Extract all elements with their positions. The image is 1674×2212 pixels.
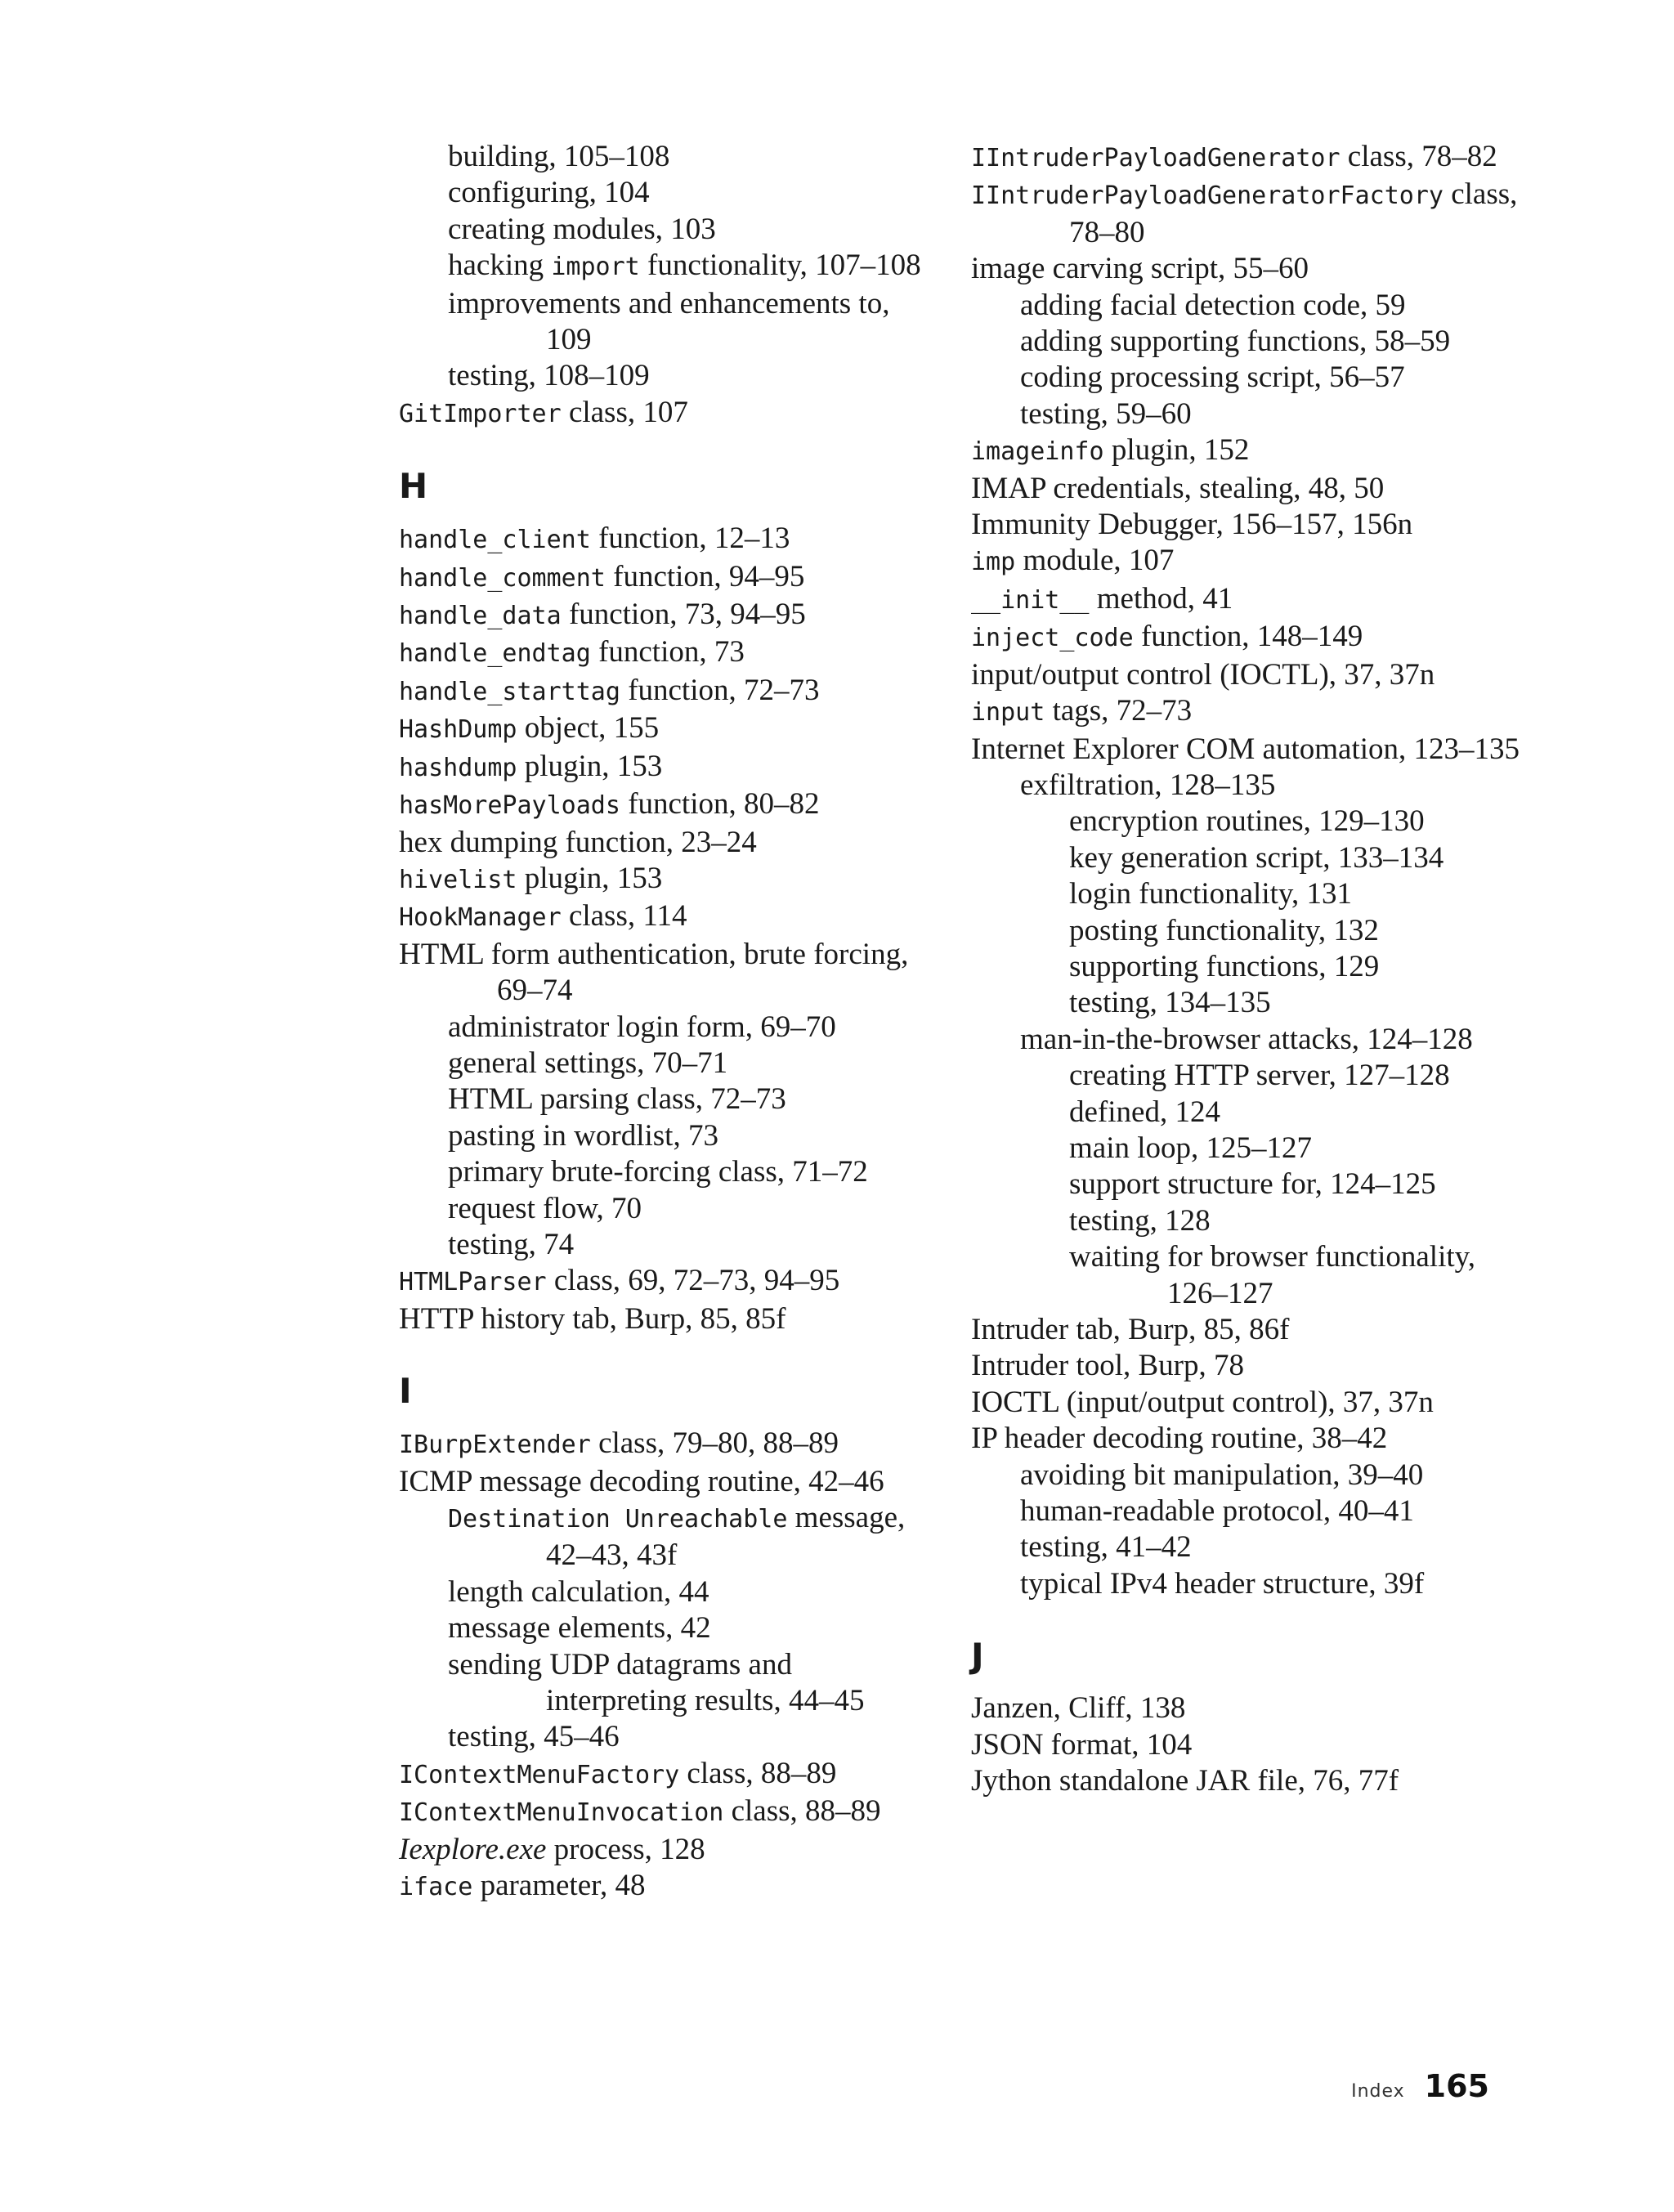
index-subentry — [971, 1166, 1527, 1202]
entry-text: object, 155 — [517, 711, 660, 746]
index-subentry — [971, 876, 1527, 912]
code-term: IBurpExtender — [399, 1431, 591, 1460]
code-term: handle_comment — [399, 563, 606, 593]
index-entry — [399, 1301, 922, 1337]
index-subentry — [971, 949, 1527, 985]
entry-text: general settings, 70–71 — [448, 1046, 728, 1080]
code-term: handle_starttag — [399, 677, 620, 706]
entry-text: function, 12–13 — [590, 522, 790, 556]
entry-text: Intruder tool, Burp, 78 — [971, 1349, 1244, 1383]
index-entry — [971, 1312, 1527, 1348]
index-entry — [399, 1756, 922, 1793]
index-subentry — [971, 1529, 1527, 1565]
index-subentry — [971, 1203, 1527, 1239]
entry-text: parameter, 48 — [472, 1869, 646, 1903]
entry-text: administrator login form, 69–70 — [448, 1010, 836, 1044]
italic-term: Iexplore.exe — [399, 1832, 547, 1866]
code-term: Destination Unreachable — [448, 1505, 788, 1534]
entry-text: testing, 74 — [448, 1227, 575, 1261]
index-entry — [971, 619, 1527, 656]
index-entry — [971, 657, 1527, 693]
entry-text: waiting for browser functionality, 126–127 — [1069, 1240, 1475, 1310]
entry-text: encryption routines, 129–130 — [1069, 804, 1425, 839]
index-subentry — [399, 1647, 922, 1720]
index-entry — [399, 395, 922, 432]
entry-text: module, 107 — [1015, 544, 1175, 578]
entry-text: pasting in wordlist, 73 — [448, 1118, 718, 1153]
entry-text: Internet Explorer COM automation, 123–135 — [971, 732, 1520, 766]
index-entry — [971, 1727, 1527, 1763]
entry-text: Jython standalone JAR file, 76, 77f — [971, 1764, 1399, 1798]
code-term: HTMLParser — [399, 1268, 547, 1297]
index-entry — [399, 937, 922, 1010]
entry-text: typical IPv4 header structure, 39f — [1020, 1566, 1425, 1601]
index-subentry — [971, 1458, 1527, 1493]
index-subentry — [399, 1191, 922, 1227]
entry-text: class, 79–80, 88–89 — [590, 1426, 839, 1461]
entry-text: function, 73 — [590, 635, 745, 669]
index-entry — [399, 825, 922, 861]
code-term: hasMorePayloads — [399, 791, 620, 821]
index-subentry — [971, 1095, 1527, 1131]
entry-text: function, 73, 94–95 — [561, 598, 806, 632]
page-number: 165 — [1424, 2068, 1489, 2104]
code-term: import — [551, 253, 640, 282]
entry-text: improvements and enhancements to, 109 — [448, 286, 890, 357]
code-term: HookManager — [399, 903, 562, 933]
index-entry — [399, 597, 922, 634]
entry-text: message elements, 42 — [448, 1611, 711, 1646]
entry-text: function, 72–73 — [620, 673, 820, 707]
entry-text: hex dumping function, 23–24 — [399, 825, 757, 859]
index-entry — [399, 673, 922, 710]
index-entry — [971, 1385, 1527, 1421]
index-entry — [399, 634, 922, 672]
entry-text: adding supporting functions, 58–59 — [1020, 325, 1451, 359]
index-entry — [971, 693, 1527, 731]
entry-text: defined, 124 — [1069, 1095, 1220, 1129]
index-subentry — [399, 358, 922, 394]
code-term: handle_data — [399, 602, 562, 631]
entry-text: IMAP credentials, stealing, 48, 50 — [971, 471, 1385, 505]
index-entry — [399, 1793, 922, 1831]
entry-text: functionality, 107–108 — [639, 249, 921, 283]
entry-text: main loop, 125–127 — [1069, 1131, 1313, 1165]
index-entry — [971, 543, 1527, 580]
entry-text: class, 69, 72–73, 94–95 — [546, 1264, 840, 1298]
entry-text: building, 105–108 — [448, 140, 670, 173]
index-subentry — [971, 360, 1527, 396]
entry-text: function, 80–82 — [620, 787, 820, 822]
entry-text: primary brute-forcing class, 71–72 — [448, 1155, 868, 1189]
entry-text: class, 78–80 — [1069, 177, 1518, 249]
index-subentry — [971, 1022, 1527, 1058]
entry-text: Intruder tab, Burp, 85, 86f — [971, 1313, 1290, 1346]
index-entry — [399, 749, 922, 786]
index-subentry — [971, 913, 1527, 949]
index-column-left — [399, 139, 922, 1905]
code-term: IContextMenuFactory — [399, 1760, 680, 1789]
index-subentry — [399, 1154, 922, 1190]
index-entry — [399, 898, 922, 936]
index-subentry — [399, 1574, 922, 1610]
index-entry — [971, 177, 1527, 251]
entry-text: class, 78–82 — [1340, 140, 1497, 173]
index-subentry — [399, 1500, 922, 1574]
code-term: handle_endtag — [399, 639, 591, 669]
index-subentry — [971, 768, 1527, 804]
entry-text: IP header decoding routine, 38–42 — [971, 1422, 1388, 1456]
index-subentry — [971, 1493, 1527, 1529]
index-subentry — [971, 1058, 1527, 1094]
entry-text: method, 41 — [1089, 581, 1233, 616]
entry-text: plugin, 153 — [517, 749, 663, 783]
code-term: HashDump — [399, 715, 517, 745]
index-entry — [971, 581, 1527, 619]
entry-text: exfiltration, 128–135 — [1020, 768, 1276, 802]
entry-text: function, 148–149 — [1133, 620, 1363, 654]
index-entry — [971, 1421, 1527, 1457]
entry-text: HTML parsing class, 72–73 — [448, 1082, 786, 1117]
entry-text: testing, 45–46 — [448, 1720, 620, 1754]
entry-text: sending UDP datagrams and interpreting results, 44–45 — [448, 1647, 865, 1718]
index-subentry — [399, 1081, 922, 1117]
entry-text: coding processing script, 56–57 — [1020, 360, 1405, 395]
code-term: __init__ — [971, 585, 1090, 615]
entry-text: Immunity Debugger, 156–157, 156n — [971, 508, 1413, 542]
entry-text: posting functionality, 132 — [1069, 913, 1379, 947]
entry-text: login functionality, 131 — [1069, 877, 1352, 911]
index-subentry — [971, 1239, 1527, 1312]
code-term: IContextMenuInvocation — [399, 1798, 724, 1828]
index-subentry — [399, 139, 922, 175]
entry-text: class, 88–89 — [679, 1756, 837, 1790]
entry-text: function, 94–95 — [605, 559, 805, 593]
index-letter-heading: J — [971, 1636, 984, 1677]
entry-text: plugin, 153 — [517, 861, 663, 895]
entry-text: image carving script, 55–60 — [971, 252, 1309, 286]
code-term: IIntruderPayloadGenerator — [971, 144, 1341, 172]
entry-text: IOCTL (input/output control), 37, 37n — [971, 1385, 1434, 1419]
entry-text: creating modules, 103 — [448, 212, 716, 246]
entry-text: avoiding bit manipulation, 39–40 — [1020, 1458, 1424, 1492]
index-entry — [971, 732, 1527, 768]
index-subentry — [399, 1118, 922, 1154]
index-subentry — [971, 396, 1527, 432]
entry-text: creating HTTP server, 127–128 — [1069, 1059, 1450, 1093]
entry-text: class, 114 — [561, 899, 687, 934]
code-term: hashdump — [399, 753, 517, 782]
index-entry — [399, 1868, 922, 1905]
index-entry — [399, 521, 922, 558]
entry-text: human-readable protocol, 40–41 — [1020, 1494, 1414, 1529]
entry-text: ICMP message decoding routine, 42–46 — [399, 1464, 884, 1498]
entry-text: JSON format, 104 — [971, 1727, 1193, 1762]
index-column-right — [971, 139, 1527, 1799]
index-subentry — [971, 985, 1527, 1021]
entry-text: configuring, 104 — [448, 176, 650, 210]
entry-text: process, 128 — [546, 1832, 705, 1866]
index-entry — [399, 1464, 922, 1500]
index-entry — [399, 786, 922, 824]
index-subentry — [399, 1719, 922, 1755]
entry-text: HTML form authentication, brute forcing, 69–74 — [399, 937, 909, 1008]
entry-text: support structure for, 124–125 — [1069, 1167, 1436, 1202]
index-entry — [971, 432, 1527, 470]
index-subentry — [971, 840, 1527, 876]
index-letter-heading: I — [399, 1371, 412, 1412]
entry-text: HTTP history tab, Burp, 85, 85f — [399, 1301, 786, 1336]
entry-text: hacking — [448, 249, 552, 283]
page-footer — [1351, 2068, 1489, 2104]
index-subentry — [399, 175, 922, 211]
index-subentry — [399, 212, 922, 248]
index-subentry — [971, 1131, 1527, 1166]
code-term: GitImporter — [399, 399, 562, 428]
entry-text: testing, 134–135 — [1069, 986, 1271, 1020]
entry-text: class, 88–89 — [723, 1794, 881, 1829]
code-term: inject_code — [971, 624, 1134, 653]
index-entry — [399, 559, 922, 597]
code-term: iface — [399, 1873, 473, 1902]
footer-section-label: Index — [1351, 2081, 1405, 2102]
index-subentry — [971, 288, 1527, 324]
index-entry — [399, 861, 922, 898]
entry-text: testing, 59–60 — [1020, 396, 1192, 431]
entry-text: input/output control (IOCTL), 37, 37n — [971, 657, 1435, 692]
index-subentry — [399, 286, 922, 359]
index-entry — [399, 1263, 922, 1301]
index-subentry — [971, 804, 1527, 840]
index-subentry — [971, 324, 1527, 360]
code-term: handle_client — [399, 526, 591, 555]
entry-text: Janzen, Cliff, 138 — [971, 1691, 1186, 1726]
entry-text: request flow, 70 — [448, 1191, 642, 1225]
entry-text: adding facial detection code, 59 — [1020, 288, 1406, 322]
index-subentry — [399, 1046, 922, 1081]
index-subentry — [399, 1227, 922, 1263]
index-entry — [971, 1690, 1527, 1726]
index-entry — [971, 471, 1527, 507]
index-entry — [399, 1832, 922, 1868]
entry-text: supporting functions, 129 — [1069, 949, 1380, 983]
code-term: hivelist — [399, 865, 517, 894]
index-entry — [399, 1426, 922, 1463]
index-subentry — [399, 248, 922, 285]
code-term: imageinfo — [971, 437, 1104, 467]
index-entry — [971, 507, 1527, 543]
entry-text: tags, 72–73 — [1045, 694, 1193, 728]
code-term: imp — [971, 548, 1016, 577]
entry-text: key generation script, 133–134 — [1069, 840, 1444, 875]
entry-text: message, 42–43, 43f — [546, 1501, 906, 1573]
code-term: IIntruderPayloadGeneratorFactory — [971, 181, 1443, 211]
code-term: input — [971, 698, 1045, 728]
entry-text: class, 107 — [561, 395, 688, 429]
entry-text: testing, 128 — [1069, 1203, 1211, 1238]
index-entry — [971, 251, 1527, 287]
index-subentry — [971, 1566, 1527, 1602]
index-entry — [971, 1348, 1527, 1384]
index-entry — [971, 139, 1527, 177]
entry-text: testing, 41–42 — [1020, 1530, 1192, 1565]
entry-text: plugin, 152 — [1103, 433, 1250, 468]
index-subentry — [399, 1610, 922, 1646]
entry-text: length calculation, 44 — [448, 1574, 709, 1609]
index-entry — [399, 710, 922, 748]
entry-text: testing, 108–109 — [448, 359, 650, 393]
index-entry — [971, 1763, 1527, 1799]
index-letter-heading: H — [399, 466, 428, 507]
index-subentry — [399, 1010, 922, 1046]
entry-text: man-in-the-browser attacks, 124–128 — [1020, 1022, 1473, 1056]
